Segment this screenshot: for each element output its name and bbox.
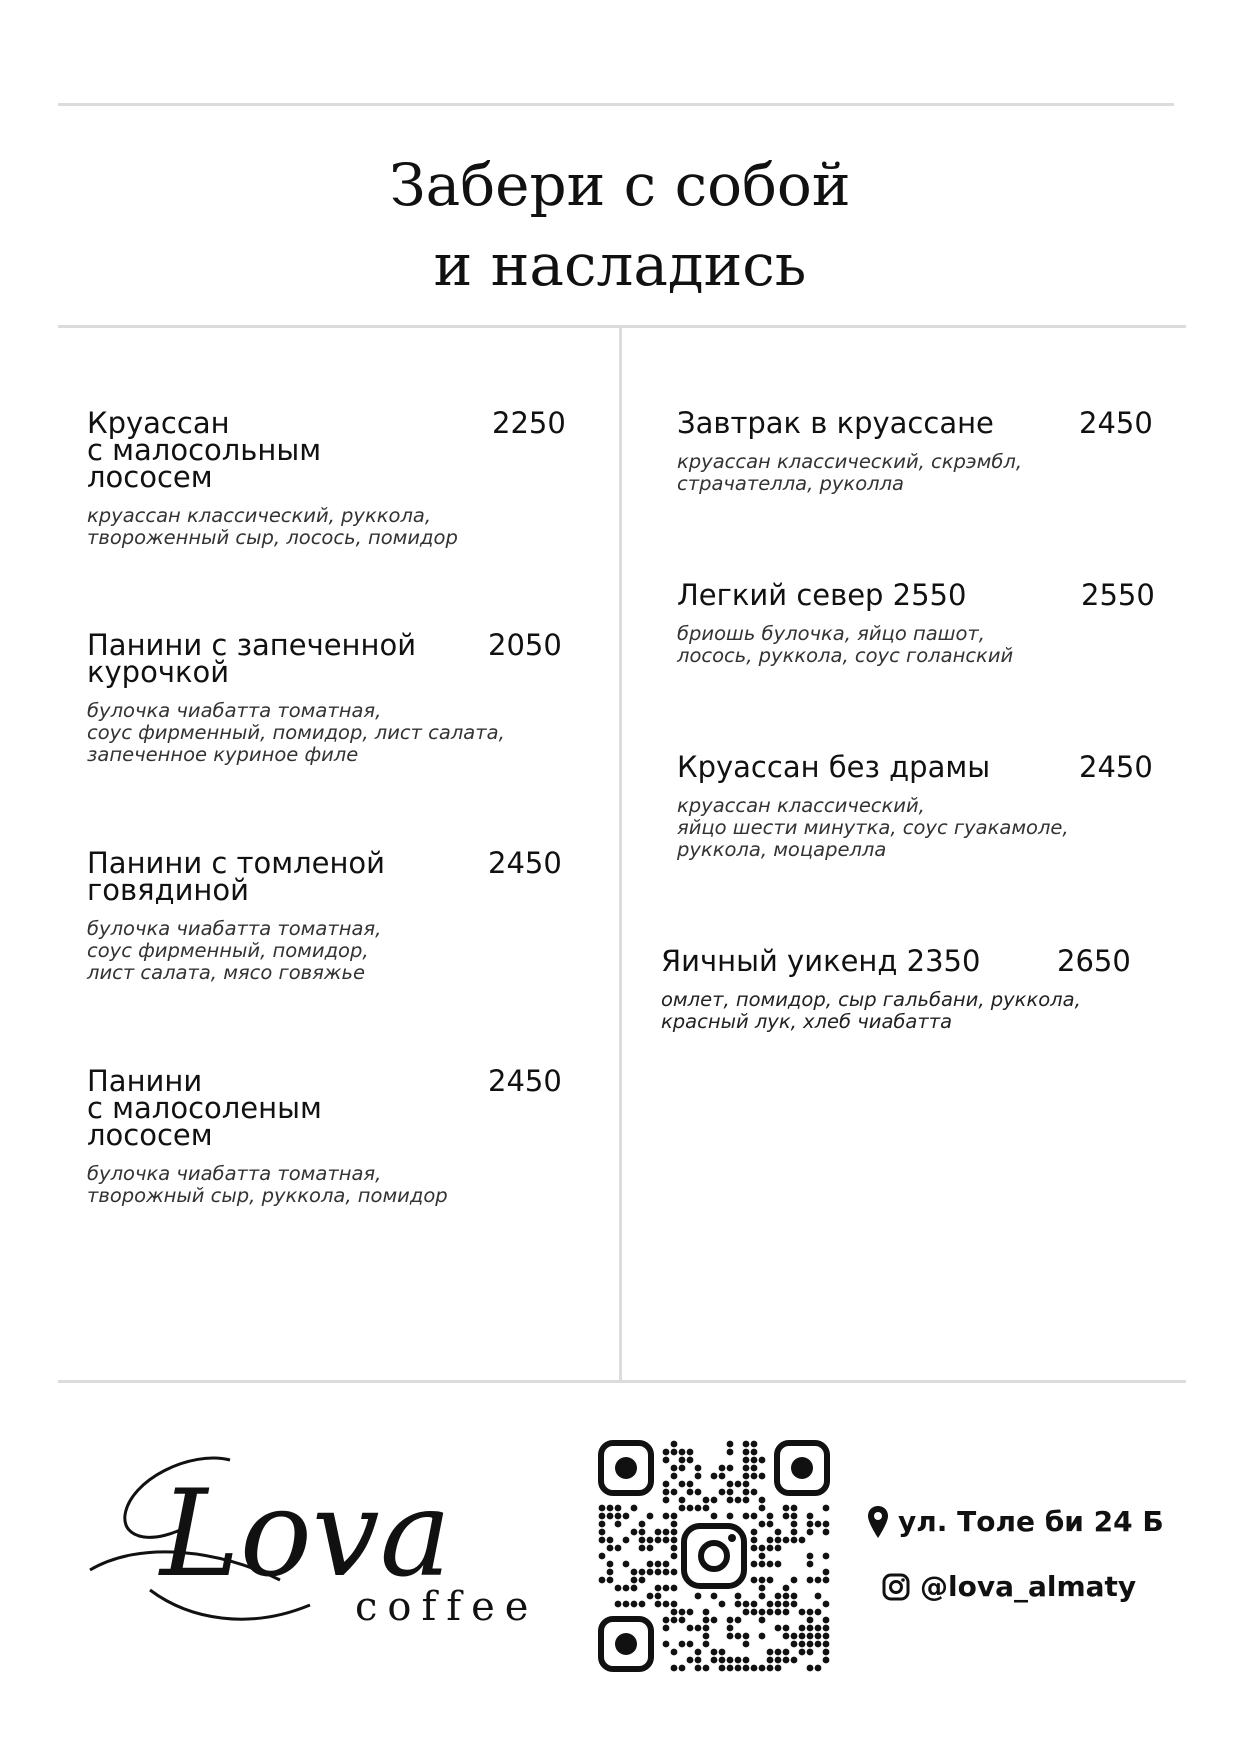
item-name: Легкий север 2550 <box>677 578 967 612</box>
instagram-handle[interactable]: @lova_almaty <box>920 1570 1137 1603</box>
menu-item-left-3 <box>87 1064 567 1207</box>
item-description: булочка чиабатта томатная, соус фирменный, помидор, лист салата, запеченное куриное филе <box>87 699 505 766</box>
item-price: 2450 <box>1079 750 1153 784</box>
item-description: круассан классический, яйцо шести минутка, соус гуакамоле, руккола, моцарелла <box>677 794 1069 861</box>
page-title <box>0 145 1240 305</box>
menu-item-left-1 <box>87 628 567 766</box>
item-description: круассан классический, руккола, твороженный сыр, лосось, помидор <box>87 504 458 549</box>
menu-item-left-2 <box>87 846 567 984</box>
footer-divider <box>58 1380 1186 1383</box>
menu-item-left-0 <box>87 406 567 549</box>
menu-item-right-3 <box>661 944 1161 1033</box>
item-name: Панини с томленой говядиной <box>87 846 386 907</box>
instagram-line[interactable] <box>882 1570 1136 1603</box>
item-description: круассан классический, скрэмбл, страчателла, руколла <box>677 450 1023 495</box>
item-description: булочка чиабатта томатная, соус фирменный, помидор, лист салата, мясо говяжье <box>87 917 382 984</box>
column-divider <box>619 327 622 1380</box>
item-name: Завтрак в круассане <box>677 406 994 440</box>
item-price: 2650 <box>1057 944 1131 978</box>
item-price: 2050 <box>488 628 562 662</box>
header-divider <box>58 325 1186 328</box>
address-text: ул. Толе би 24 Б <box>898 1505 1164 1538</box>
menu-item-right-0 <box>677 406 1167 495</box>
top-divider <box>58 103 1174 106</box>
item-price: 2450 <box>488 846 562 880</box>
item-description: бриошь булочка, яйцо пашот, лосось, руккола, соус голанский <box>677 622 1014 667</box>
location-pin-icon <box>868 1506 888 1538</box>
item-price: 2450 <box>488 1064 562 1098</box>
qr-code[interactable] <box>598 1440 830 1672</box>
logo-script-text: Lova <box>160 1465 452 1604</box>
item-price: 2550 <box>1081 578 1155 612</box>
logo-coffee-text: coffee <box>355 1584 539 1630</box>
menu-item-right-2 <box>677 750 1167 861</box>
lova-coffee-logo <box>80 1440 560 1640</box>
item-description: булочка чиабатта томатная, творожный сыр, руккола, помидор <box>87 1162 448 1207</box>
item-price: 2250 <box>492 406 566 440</box>
item-name: Круассан с малосольным лососем <box>87 406 322 494</box>
item-name: Круассан без драмы <box>677 750 991 784</box>
title-line-2: и насладись <box>433 231 807 299</box>
title-line-1: Забери с собой <box>389 151 851 219</box>
instagram-icon <box>882 1573 910 1601</box>
item-price: 2450 <box>1079 406 1153 440</box>
item-name: Панини с запеченной курочкой <box>87 628 417 689</box>
item-description: омлет, помидор, сыр гальбани, руккола, красный лук, хлеб чиабатта <box>661 988 1081 1033</box>
item-name: Панини с малосоленым лососем <box>87 1064 322 1152</box>
menu-item-right-1 <box>677 578 1167 667</box>
item-name: Яичный уикенд 2350 <box>661 944 981 978</box>
address-line <box>868 1505 1164 1538</box>
